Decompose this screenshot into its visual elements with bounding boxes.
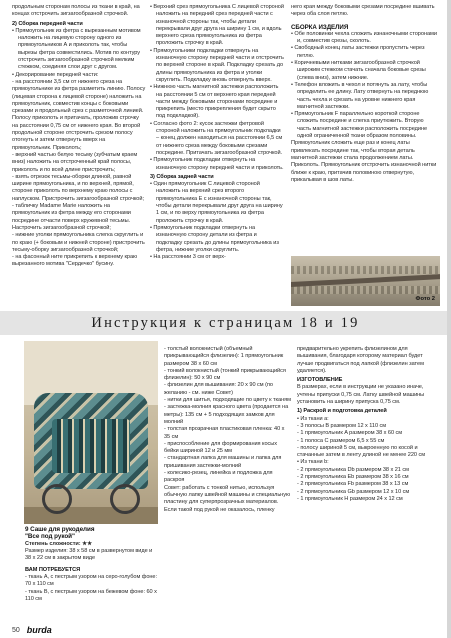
material-item: - стандартная лапка для машины и лапка для пришивания застежки-молний [164, 455, 282, 469]
material-item: - толстая прозрачная пластиковая пленка: 40 x 35 см [164, 426, 285, 440]
paragraph: • Согласно фото 2: кусок застежки фетровой стороной наложить на прямоугольник подкладки – конец должен находиться на расстоянии 6,5 см от нижнего среза между боковыми срезами посредине. Притачать зигзагообразной строчкой. [150, 120, 283, 156]
paragraph: • На расстоянии 3 см от верх- [150, 254, 226, 261]
paragraph: • Верхний срез прямоугольника С лицевой стороной наложить на передний срез передней части с изнаночной стороны так, чтобы детали перекрывали друг друга на ширину 1 см, и вдоль верхнего среза прямоугольника из фетра проложить строчку в край. [150, 4, 284, 47]
material-item: - ткань А, с пестрым узором на серо-голубом фоне: 70 x 110 см [25, 574, 157, 588]
burda-logo: burda [26, 625, 52, 635]
difficulty-stars: ★★ [82, 540, 93, 547]
cut-item: - 3 полосы В размером 12 x 110 см [297, 422, 387, 429]
paragraph: • Обе половинки чехла сложить изнаночными сторонами и, совместив срезы, сколоть. [291, 30, 437, 45]
fabric-label: • Из ткани b: [297, 459, 329, 466]
sewing-bag [52, 419, 130, 473]
project-title: 9 Саше для рукоделия [25, 526, 95, 533]
material-item: - приспособление для формирования косых бейки шириной 12 и 25 мм [164, 440, 278, 455]
paragraph: • Прямоугольник F параллельно короткой стороне сложить посредине и слегка приутюжить. Вторую часть магнитной застежки расположить посредине одной ограниченной ткани образом половины. [291, 111, 428, 140]
paragraph: - верхний частью белую тесьму (зубчатым краем вниз) наложить на отстроченный край полосы, приколоть и по всей длине пристрочить; [12, 151, 138, 173]
page-footer [12, 624, 52, 636]
top-column-1 [12, 4, 146, 304]
paragraph: • Прямоугольник подкладки отвернуть на изнаночную сторону передней части и приколоть. [150, 157, 284, 171]
paragraph: Прямоугольник сложить еще раз и конец латы привлекать посредине так, чтобы вторая деталь магнитной застежки стала продолжением латы. Приколоть. Прямоугольник отстрочить изнаночной нитки ближе к краю, притачив половиною отвернутую, прикалывая в шов латы. [291, 140, 437, 183]
materials-column [164, 346, 292, 618]
material-item: - нитки для шитья, подходящие по цвету к тканям [164, 397, 291, 404]
paragraph: • Один прямоугольник С лицевой стороной наложить на верхний срез второго прямоугольника Е с изнаночной стороны так, чтобы детали перекрывали друг друга на ширину 1 см, и по верху прямоугольника из фетра проложить строчку в край. [150, 181, 283, 224]
cut-item: - полосу шириной 5 см, выкроенную по косой и стачанные затем в ленту длиной не менее 220 см [297, 444, 426, 459]
paragraph: • Телефон вложить в чехол и потянуть за лату, чтобы определить ее длину. Лату отвернуть на переднюю часть чехла и срезать на уровне нижнего края магнитной застежки. [291, 81, 429, 110]
cut-item: - 2 прямоугольника Gb размером 12 x 10 см [297, 488, 410, 495]
production-column [297, 346, 437, 618]
cut-item: - 2 прямоугольника Еb размером 38 x 16 см [297, 474, 409, 481]
material-item: - тонкий волокнистый (тонкий прикрывающийся флизелин): 50 x 90 см [164, 367, 286, 382]
page-edge-marker [447, 0, 451, 638]
paragraph: предварительно укрепить флизелином для вышивания, благодаря которому материал будет лучше продвигаться под лапкой (флизелин затем удаляется). [297, 346, 424, 374]
material-item: - толстый волокнистый (объемный прикрывающийся флизелин): 1 прямоугольник размером 38 x 60 см [164, 346, 284, 367]
top-column-2 [150, 4, 284, 304]
section-heading: СБОРКА ИЗДЕЛИЯ [291, 23, 349, 31]
photo-caption: Фото 2 [415, 296, 435, 302]
instruction-banner [0, 311, 451, 335]
top-column-3 [291, 4, 439, 246]
paragraph: - нижние уголки прямоугольника слегка скруглить и по краю (+ боковым и нижней стороне) пристрочить тесьму-оборку зигзагообразной строчкой; [12, 232, 145, 253]
paragraph: него края между боковыми срезами посредине вшивать через оба слоя петлю. [291, 4, 435, 18]
cut-item: - 2 прямоугольника Db размером 38 x 21 см [297, 466, 409, 473]
paragraph: • Коричневыми нитками зигзагообразной строчкой широким стежком стачать сначала боковые срезы (слева вниз), затем нижние. [291, 60, 426, 81]
sewing-bag-photo [24, 341, 158, 524]
cut-item: - 2 прямоугольника Fb размером 38 x 13 см [297, 481, 409, 488]
paragraph: • Свободный конец латы застежки пропустить через петлю. [291, 45, 425, 59]
section-heading: 1) Раскрой и подготовка деталей [297, 408, 387, 415]
wheel-icon [42, 484, 72, 514]
paragraph: • Прямоугольники подкладки отвернуть на изнаночную сторону передней части и отстрочить по верхней стороне в край. Подкладку срезать до длины прямоугольника из фетра и уголки скруглить. Подкладку вновь отвернуть вверх. [150, 47, 284, 83]
cut-item: - 1 прямоугольник H размером 24 x 12 см [297, 495, 403, 502]
difficulty-label: Степень сложности: [25, 540, 81, 547]
paragraph: - на фасонный ните прикрепить к верхнему краю вырезанного мотива "Сердечко" бусину. [12, 254, 138, 268]
section-heading: ИЗГОТОВЛЕНИЕ [297, 377, 343, 384]
wheel-icon [110, 484, 140, 514]
paragraph: продольным сторонам полосы из ткани в край, на концах отстрочить зигзагообразной строчкой. [12, 4, 140, 18]
tip: Совет: работать с тонкой нитью, используя обычную лапку швейной машины и специальную пластину для суперпрозрачных материалов. Если такой под рукой не оказалось, пленку [164, 484, 291, 513]
fabric-texture [291, 266, 440, 274]
paragraph: В размерах, если в инструкции не указано иначе, учтены припуски 0,75 см. Латку швейной машины установить на ширину припуска 0,75 см. [297, 384, 425, 406]
cut-item: - 1 полоса С размером 6,5 x 55 см [297, 437, 385, 444]
paragraph: - взять отрезок тесьмы-оборки длиной, равной ширине прямоугольника, и по верхней, прямой, стороне приколоть по верхнему краю полосы с наплуском. Пристрочить зигзагообразной строчкой; [12, 173, 144, 202]
paragraph: • Прямоугольник из фетра с вырезанным мотивом наложить на лицевую сторону одного из прямоугольников А и приколоть так, чтобы вырезы фетра совместились. Мотив по контуру отстрочить зигзагообразной строчкой мелким стежком, соединяя слои друг с другом. [12, 27, 141, 71]
paragraph: • Декорирование передней части: [12, 71, 99, 78]
paragraph: • Прямоугольник подкладки отвернуть на изнаночную сторону детали из фетра и подкладку срезать до длины прямоугольника из фетра, нижние уголки скруглить. [150, 224, 279, 253]
difficulty [25, 541, 157, 548]
material-item: - колесико-резец, линейка и подложка для раскроя [164, 470, 273, 484]
floor [24, 507, 158, 524]
material-item: - ткань В, с пестрым узором на бежевом фоне: 60 x 110 см [25, 588, 157, 602]
cut-item: - 1 прямоугольник A размером 38 x 60 см [297, 430, 403, 437]
materials-heading: ВАМ ПОТРЕБУЕТСЯ [25, 566, 81, 573]
page-number: 50 [12, 626, 20, 634]
material-item: - флизелин для вышивания: 20 x 90 см (по желанию - см. ниже Совет) [164, 382, 273, 396]
photo-2 [291, 256, 440, 306]
paragraph: - на расстоянии 3,5 см от нижнего среза на прямоугольнике из фетра разметить линию. Полосу (лицевая сторона к лицевой стороне) наложить на прямоугольник, совместив концы с боковыми срезами и продольный срез с разметочной линией. Полосу приколоть и притачать, проложив строчку на расстоянии 0,75 см от нижнего края. Во второй продольной стороне отстрочить срезом полосу отогнуть и затем отвернуть вверх на прямоугольник. Приколоть; [12, 78, 146, 151]
project-subtitle: "Все под рукой" [25, 533, 75, 541]
section-heading: 2) Сборка передней части [12, 20, 83, 27]
material-item: - застежка-молния красного цвета (продается на метры): 135 см + 5 подходящих замков для молний [164, 404, 289, 425]
fabric-texture [291, 286, 440, 294]
banner-title: Инструкция к страницам 18 и 19 [91, 314, 360, 331]
fabric-label: • Из ткани а: [297, 415, 329, 422]
paragraph: - табличку Madame Marie наложить на прямоугольник из фетра между его сторонами посредине отчасти поверх кружевной тесьмы. Настрочить зигзагообразной строчкой; [12, 203, 131, 231]
project-info [25, 526, 157, 616]
paragraph: • Нижнюю часть магнитной застежки расположить на расстоянии 5 см от верхнего края передней части между боковыми сторонами посредине и прикрепить (место прикрепления будет скрыто под подкладкой). [150, 84, 279, 120]
size-info: Размер изделия: 38 х 58 см в развернутом виде и 38 х 22 см в закрытом виде [25, 548, 153, 562]
section-heading: 3) Сборка задней части [150, 173, 214, 180]
